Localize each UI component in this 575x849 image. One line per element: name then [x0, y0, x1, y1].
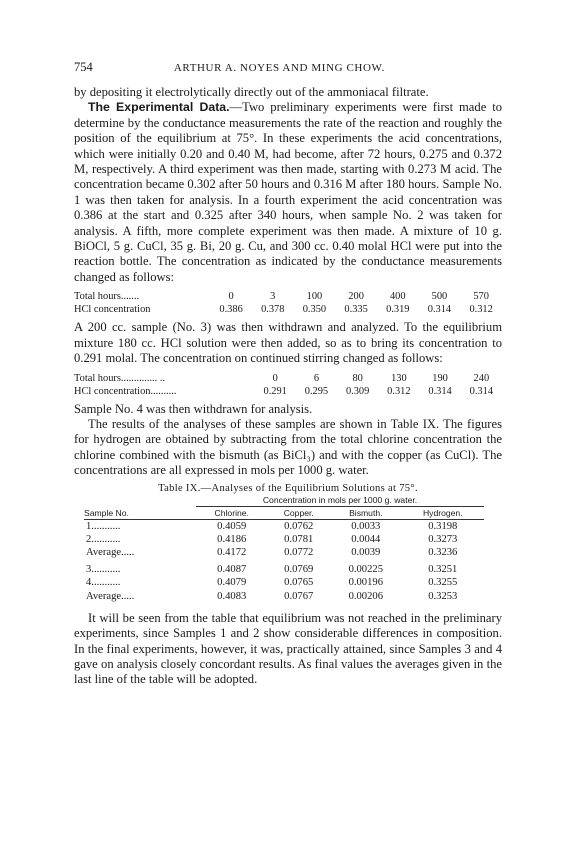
- paragraph-6: It will be seen from the table that equilibrium was not reached in the preliminary experiments, since Samples 1 and 2 show considerable differences in composition. In the final experiments, however, it was, practically attained, since Samples 3 and 4 gave on analysis closely concordant results. As final values the averages given in the last line of the table will be adopted.: [74, 610, 502, 687]
- table-cell: 0.3255: [428, 577, 458, 589]
- row-label: HCl concentration: [74, 304, 151, 316]
- table-cell: 130: [391, 372, 407, 384]
- sample-label: 1...........: [86, 520, 121, 532]
- table-cell: 0.3253: [428, 590, 458, 602]
- table-cell: 0.319: [386, 304, 410, 316]
- table-row: [74, 290, 502, 303]
- table-cell: 0.378: [261, 304, 285, 316]
- paragraph-4: Sample No. 4 was then withdrawn for analysis.: [74, 401, 313, 416]
- table-cell: 0: [228, 291, 234, 303]
- table-cell: 0.4186: [217, 533, 247, 545]
- table-cell: 0.314: [428, 385, 452, 397]
- table-cell: 0.00196: [348, 577, 383, 589]
- table-row: [84, 590, 484, 603]
- table-cell: 0.3273: [428, 533, 458, 545]
- column-header: Chlorine.: [196, 506, 267, 519]
- sample-label: Average.....: [86, 546, 135, 558]
- table-cell: 0.0762: [284, 520, 314, 532]
- paragraph-3: A 200 cc. sample (No. 3) was then withdrawn and analyzed. To the equilibrium mixture 180 cc. HCl solution were then added, so as to bring its concentration to 0.291 molal. The concentration on continued stirring changed as follows:: [74, 320, 502, 366]
- table-cell: 0.0039: [351, 546, 381, 558]
- page: [74, 60, 502, 688]
- paragraph-5: The results of the analyses of these samples are shown in Table IX. The figures for hydrogen are obtained by subtracting from the total chlorine concentration the chlorine combined with the bismuth (as BiCl₃) and with the copper (as CuCl). The concentrations are all expressed in mols per 1000 g. water.: [74, 416, 502, 478]
- table-cell: 0.00225: [348, 564, 383, 576]
- table-cell: 80: [352, 372, 363, 384]
- table-row: [84, 546, 484, 559]
- table-ix-subcaption: Concentration in mols per 1000 g. water.: [196, 494, 484, 507]
- sample-label: Average.....: [86, 590, 135, 602]
- table-cell: 570: [473, 291, 489, 303]
- table-cell: 0.0765: [284, 577, 314, 589]
- table-cell: 0.3251: [428, 564, 458, 576]
- sample-label: 2...........: [86, 533, 121, 545]
- paragraph-1: by depositing it electrolytically directly out of the ammoniacal filtrate.: [74, 85, 429, 99]
- table-cell: 0.00206: [348, 590, 383, 602]
- sample-label: 3...........: [86, 564, 121, 576]
- page-header: [74, 60, 502, 75]
- table-cell: 0.0033: [351, 520, 381, 532]
- row-label: Total hours.............. ..: [74, 372, 166, 384]
- table-cell: 0.0044: [351, 533, 381, 545]
- table-ix-caption: Table IX.—Analyses of the Equilibrium Solutions at 75°.: [158, 482, 418, 494]
- paragraph-experimental-data: [74, 100, 502, 285]
- running-title: ARTHUR A. NOYES AND MING CHOW.: [173, 62, 385, 74]
- table-row: [84, 559, 484, 576]
- sample-label: 4...........: [86, 577, 121, 589]
- table-first-series: [74, 290, 502, 316]
- table-cell: 0.386: [219, 304, 243, 316]
- table-cell: 100: [306, 291, 323, 303]
- row-label: HCl concentration..........: [74, 385, 177, 397]
- sample-column-header: Sample No.: [84, 494, 196, 520]
- section-heading: The Experimental Data.: [88, 100, 230, 115]
- table-cell: 200: [348, 291, 364, 303]
- table-cell: 0.0767: [284, 590, 314, 602]
- column-header: Hydrogen.: [402, 506, 484, 519]
- table-second-series: [74, 372, 502, 398]
- table-cell: 0.3236: [428, 546, 458, 558]
- table-row: [74, 385, 502, 398]
- table-cell: 0.4172: [217, 546, 247, 558]
- table-cell: 0.0769: [284, 564, 314, 576]
- table-cell: 0.309: [345, 385, 370, 397]
- table-cell: 0.0781: [284, 533, 314, 545]
- paragraph-2-body: —Two preliminary experiments were first made to determine by the conductance measurements the rate of the reaction and roughly the position of the equilibrium at 75°. In these experiments the acid concentrations, which were initially 0.20 and 0.40 M, had become, after 72 hours, 0.275 and 0.372 M, respectively. A third experiment was then made, starting with 0.273 M acid. The concentration became 0.302 after 50 hours and 0.316 M after 180 hours. Sample No. 1 was then taken for analysis. In a fourth experiment the acid concentration was 0.386 at the start and 0.325 after 340 hours, when sample No. 2 was taken for analysis. A fifth, more complete experiment was then made. A mixture of 10 g. BiOCl, 5 g. CuCl, 35 g. Bi, 20 g. Cu, and 300 cc. 0.40 molal HCl were put into the reaction bottle. The concentration as indicated by the conductance measurements changed as follows:: [74, 100, 502, 284]
- table-cell: 240: [473, 372, 490, 384]
- table-cell: 0.291: [263, 385, 287, 397]
- table-header-row: [84, 494, 484, 507]
- table-row: [84, 576, 484, 589]
- table-cell: 190: [432, 372, 448, 384]
- table-cell: 0.0772: [284, 546, 314, 558]
- table-cell: 0.3198: [428, 520, 458, 532]
- table-cell: 6: [313, 372, 320, 384]
- table-cell: 0.314: [427, 304, 452, 316]
- table-row: [84, 519, 484, 533]
- table-cell: 3: [270, 291, 276, 303]
- table-cell: 0.4079: [217, 577, 247, 589]
- column-header: Copper.: [267, 506, 330, 519]
- table-cell: 0.4087: [217, 564, 247, 576]
- table-row: [74, 372, 502, 385]
- table-cell: 0.350: [302, 304, 327, 316]
- table-cell: 0: [272, 372, 278, 384]
- table-row: [74, 303, 502, 316]
- table-cell: 0.335: [344, 304, 368, 316]
- table-cell: 0.4083: [217, 590, 247, 602]
- table-cell: 0.312: [387, 385, 411, 397]
- table-cell: 0.295: [304, 385, 329, 397]
- table-cell: 500: [431, 291, 448, 303]
- column-header: Bismuth.: [330, 506, 402, 519]
- row-label: Total hours.......: [74, 291, 140, 303]
- table-cell: 0.314: [469, 385, 494, 397]
- table-cell: 0.312: [469, 304, 493, 316]
- table-cell: 400: [389, 291, 406, 303]
- table-cell: 0.4059: [217, 520, 247, 532]
- page-number: 754: [74, 60, 93, 74]
- table-ix: [84, 494, 484, 603]
- table-row: [84, 533, 484, 546]
